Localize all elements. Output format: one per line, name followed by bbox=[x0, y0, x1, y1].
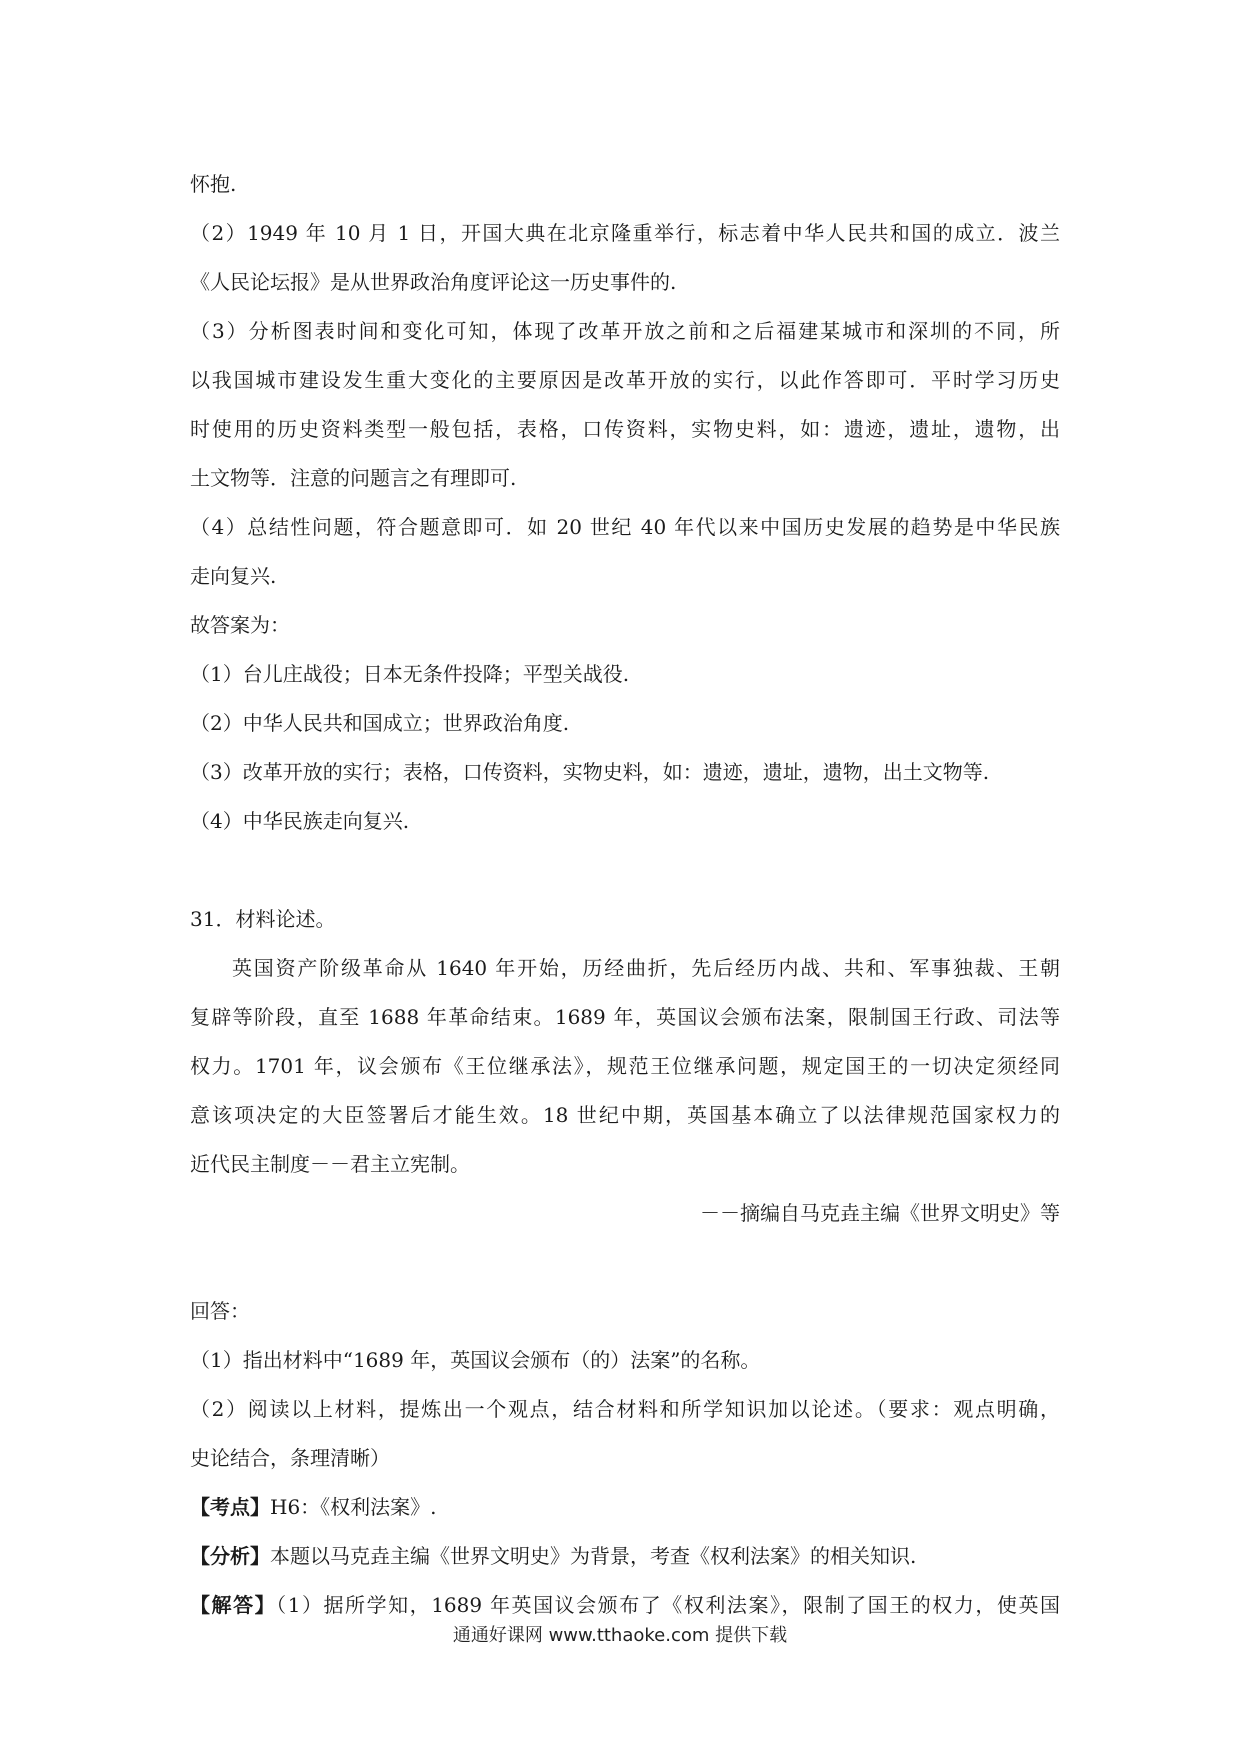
fenxi-text: 本题以马克垚主编《世界文明史》为背景，考查《权利法案》的相关知识. bbox=[270, 1544, 917, 1568]
jieda-text: （1）据所学知，1689 年英国议会颁布了《权利法案》，限制了国王的权力，使英国 bbox=[276, 1593, 1060, 1617]
sub-question: （2）阅读以上材料，提炼出一个观点，结合材料和所学知识加以论述。（要求：观点明确， bbox=[190, 1397, 1060, 1421]
sub-question: （1）指出材料中“1689 年，英国议会颁布（的）法案”的名称。 bbox=[190, 1348, 761, 1372]
material-line: 英国资产阶级革命从 1640 年开始，历经曲折，先后经历内战、共和、军事独裁、王朝 bbox=[232, 956, 1060, 980]
analysis-line: 以我国城市建设发生重大变化的主要原因是改革开放的实行，以此作答即可．平时学习历史 bbox=[190, 368, 1060, 392]
fenxi-label: 【分析】 bbox=[190, 1544, 270, 1568]
answer-item: （3）改革开放的实行；表格，口传资料，实物史料，如：遗迹，遗址，遗物，出土文物等. bbox=[190, 760, 990, 784]
material-line: 意该项决定的大臣签署后才能生效。18 世纪中期，英国基本确立了以法律规范国家权力的 bbox=[190, 1103, 1060, 1127]
analysis-line: （4）总结性问题，符合题意即可．如 20 世纪 40 年代以来中国历史发展的趋势是中华民族 bbox=[190, 515, 1060, 539]
kaodian-text: H6：《权利法案》. bbox=[270, 1495, 437, 1519]
analysis-line: 时使用的历史资料类型一般包括，表格，口传资料，实物史料，如：遗迹，遗址，遗物，出 bbox=[190, 417, 1060, 441]
answer-item: （2）中华人民共和国成立；世界政治角度. bbox=[190, 711, 570, 735]
kaodian-label: 【考点】 bbox=[190, 1495, 270, 1519]
kaodian-line bbox=[190, 1483, 1060, 1532]
page-footer: 通通好课网 www.tthaoke.com 提供下载 bbox=[452, 1625, 788, 1646]
analysis-line: 《人民论坛报》是从世界政治角度评论这一历史事件的. bbox=[190, 270, 677, 294]
jieda-label: 【解答】 bbox=[190, 1593, 277, 1617]
spacer bbox=[190, 1238, 1060, 1287]
material-source: －－摘编自马克垚主编《世界文明史》等 bbox=[700, 1201, 1060, 1225]
analysis-line: （3）分析图表时间和变化可知，体现了改革开放之前和之后福建某城市和深圳的不同，所 bbox=[190, 319, 1060, 343]
answer-item: （1）台儿庄战役；日本无条件投降；平型关战役. bbox=[190, 662, 630, 686]
material-line: 权力。1701 年，议会颁布《王位继承法》，规范王位继承问题，规定国王的一切决定须经同 bbox=[190, 1054, 1060, 1078]
answer-prompt-heading: 回答： bbox=[190, 1299, 250, 1323]
answer-item: （4）中华民族走向复兴. bbox=[190, 809, 410, 833]
analysis-line: （2）1949 年 10 月 1 日，开国大典在北京隆重举行，标志着中华人民共和国的成立．波兰 bbox=[190, 221, 1060, 245]
analysis-line: 土文物等．注意的问题言之有理即可. bbox=[190, 466, 517, 490]
analysis-line: 走向复兴. bbox=[190, 564, 277, 588]
analysis-line: 怀抱. bbox=[190, 172, 237, 196]
document-body bbox=[190, 160, 1060, 1630]
material-line: 近代民主制度－－君主立宪制。 bbox=[190, 1152, 470, 1176]
question-title: 31．材料论述。 bbox=[190, 907, 336, 931]
answers-heading: 故答案为： bbox=[190, 613, 290, 637]
material-line: 复辟等阶段，直至 1688 年革命结束。1689 年，英国议会颁布法案，限制国王行政、司法等 bbox=[190, 1005, 1060, 1029]
sub-question: 史论结合，条理清晰） bbox=[190, 1446, 390, 1470]
fenxi-line bbox=[190, 1532, 1060, 1581]
spacer bbox=[190, 846, 1060, 895]
